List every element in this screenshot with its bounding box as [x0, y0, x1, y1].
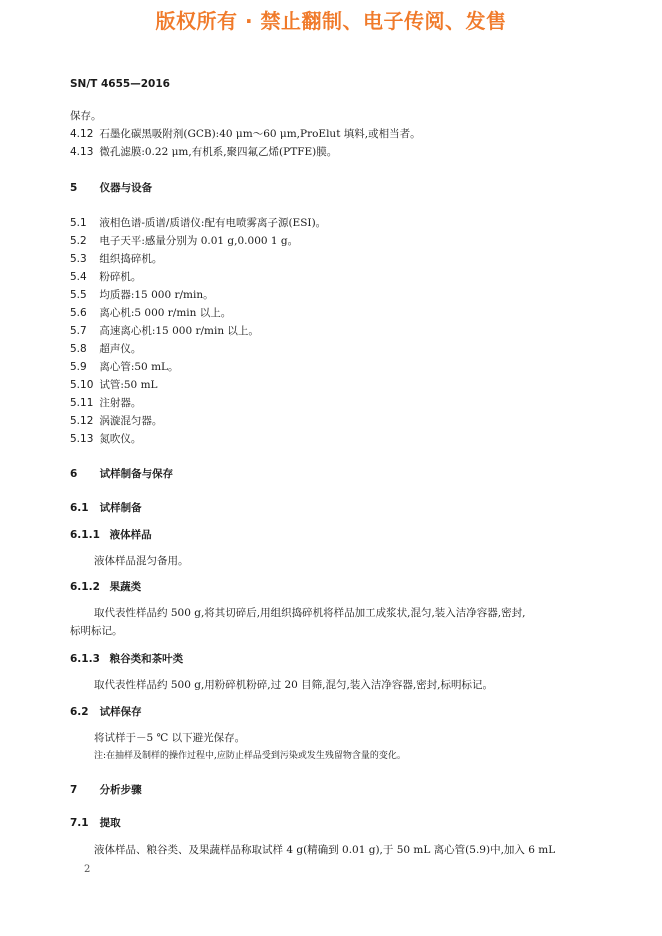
text-line: 保存。 — [70, 110, 102, 122]
clause-5-3: 5.3 组织捣碎机。 — [70, 253, 163, 265]
section-heading-6-1-3: 6.1.3 粮谷类和茶叶类 — [70, 653, 184, 665]
clause-5-1: 5.1 液相色谱-质谱/质谱仪:配有电喷雾离子源(ESI)。 — [70, 217, 327, 229]
section-heading-6-1-2: 6.1.2 果蔬类 — [70, 581, 142, 593]
clause-5-7: 5.7 高速离心机:15 000 r/min 以上。 — [70, 325, 259, 337]
clause-5-12: 5.12 涡漩混匀器。 — [70, 415, 163, 427]
clause-5-11: 5.11 注射器。 — [70, 397, 142, 409]
paragraph: 取代表性样品约 500 g,将其切碎后,用组织捣碎机将样品加工成浆状,混匀,装入洁净容器,密封, — [94, 607, 526, 619]
clause-5-8: 5.8 超声仪。 — [70, 343, 142, 355]
clause-4-13: 4.13 微孔滤膜:0.22 μm,有机系,聚四氟乙烯(PTFE)膜。 — [70, 146, 338, 158]
note: 注:在抽样及制样的操作过程中,应防止样品受到污染或发生残留物含量的变化。 — [94, 751, 406, 761]
section-heading-6-1-1: 6.1.1 液体样品 — [70, 529, 152, 541]
paragraph: 液体样品混匀备用。 — [94, 555, 189, 567]
watermark: 版权所有 · 禁止翻制、电子传阅、发售 — [155, 9, 507, 33]
clause-5-4: 5.4 粉碎机。 — [70, 271, 142, 283]
section-heading-5: 5 仪器与设备 — [70, 182, 153, 194]
page-number: 2 — [84, 864, 91, 875]
section-heading-6-2: 6.2 试样保存 — [70, 706, 142, 718]
clause-5-2: 5.2 电子天平:感量分别为 0.01 g,0.000 1 g。 — [70, 235, 299, 247]
clause-5-10: 5.10 试管:50 mL — [70, 379, 158, 391]
section-heading-6-1: 6.1 试样制备 — [70, 502, 142, 514]
paragraph: 取代表性样品约 500 g,用粉碎机粉碎,过 20 目筛,混匀,装入洁净容器,密封,标明标记。 — [94, 679, 493, 691]
section-heading-7-1: 7.1 提取 — [70, 817, 121, 829]
section-heading-7: 7 分析步骤 — [70, 784, 142, 796]
clause-5-6: 5.6 离心机:5 000 r/min 以上。 — [70, 307, 232, 319]
clause-4-12: 4.12 石墨化碳黑吸附剂(GCB):40 μm～60 μm,ProElut 填料,或相当者。 — [70, 128, 421, 140]
clause-5-9: 5.9 离心管:50 mL。 — [70, 361, 179, 373]
section-heading-6: 6 试样制备与保存 — [70, 468, 174, 480]
clause-5-5: 5.5 均质器:15 000 r/min。 — [70, 289, 214, 301]
paragraph-continuation: 标明标记。 — [70, 625, 123, 637]
paragraph: 将试样于－5 ℃ 以下避光保存。 — [94, 732, 246, 744]
clause-5-13: 5.13 氮吹仪。 — [70, 433, 142, 445]
paragraph: 液体样品、粮谷类、及果蔬样品称取试样 4 g(精确到 0.01 g),于 50 mL 离心管(5.9)中,加入 6 mL — [94, 844, 556, 856]
standard-number: SN/T 4655—2016 — [70, 78, 170, 90]
